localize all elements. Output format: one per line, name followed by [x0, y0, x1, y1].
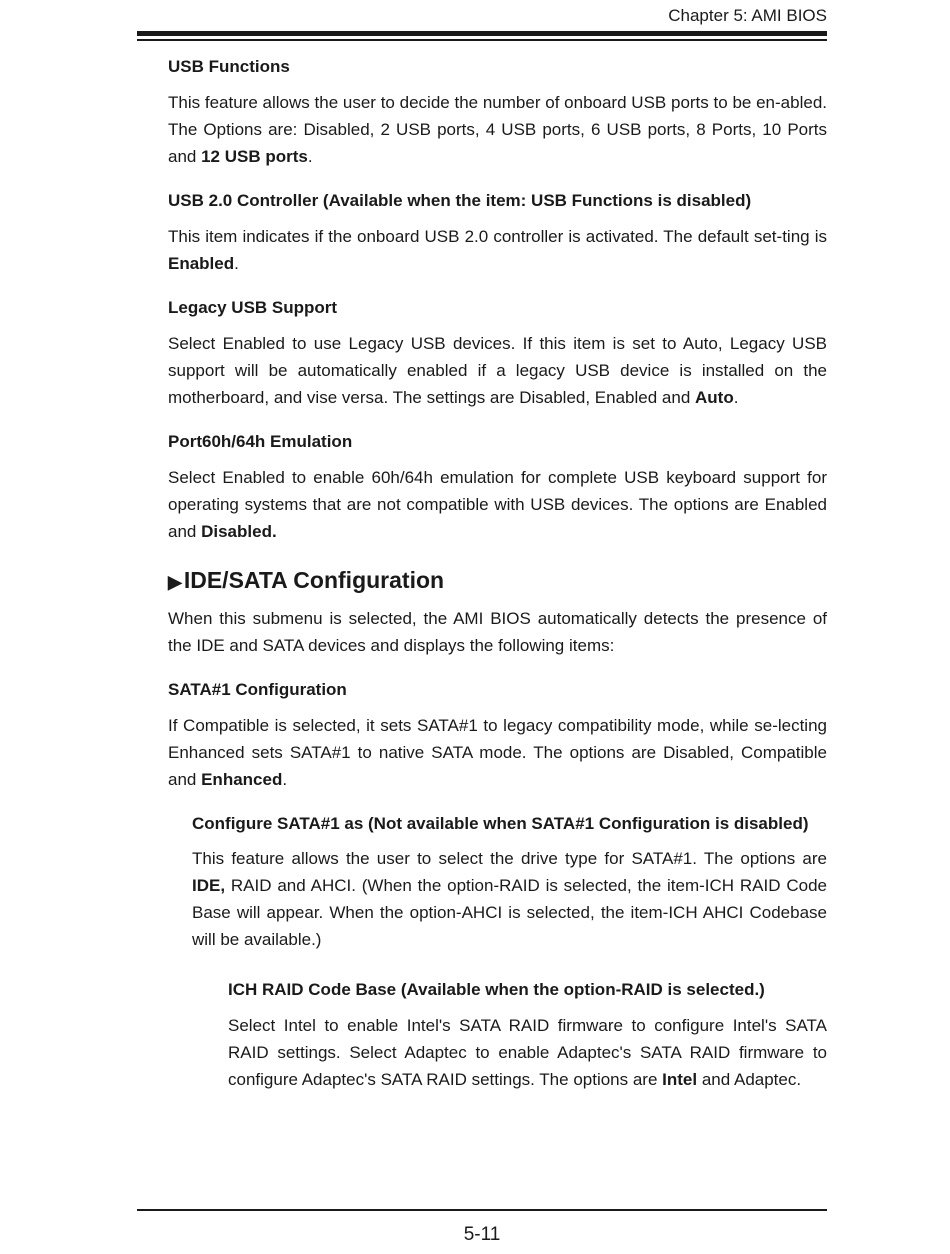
legacy-usb-text — [168, 330, 827, 411]
ich-raid-default: Intel — [662, 1070, 698, 1089]
page-content — [168, 56, 827, 1113]
usb-functions-default: 12 USB ports — [201, 147, 308, 166]
configure-sata1-text — [192, 845, 827, 953]
ide-sata-text: When this submenu is selected, the AMI BIOS automatically detects the presence of the IDE and SATA devices and displays the following items: — [168, 609, 827, 655]
legacy-usb-body: Select Enabled to use Legacy USB devices. If this item is set to Auto, Legacy USB support will be automatically enabled if a legacy USB device is installed on the motherboard, and vise versa. The settings are Disabled, Enabled and — [168, 334, 827, 407]
ich-raid-heading: ICH RAID Code Base (Available when the option-RAID is selected.) — [228, 980, 765, 999]
usb20-body: This item indicates if the onboard USB 2.0 controller is activated. The default set-ting is — [168, 227, 827, 246]
port60-default: Disabled. — [201, 522, 277, 541]
port60-text — [168, 464, 827, 545]
usb-functions-text — [168, 89, 827, 170]
header-rule-thin — [137, 39, 827, 41]
legacy-usb-heading: Legacy USB Support — [168, 298, 338, 317]
sata1-tail: . — [282, 770, 288, 789]
ich-raid-body-post: and Adaptec. — [697, 1070, 802, 1089]
usb20-controller-text — [168, 223, 827, 277]
sata1-body: If Compatible is selected, it sets SATA#1 to legacy compatibility mode, while se-lecting Enhanced sets SATA#1 to native SATA mode. The options are Disabled, Compatible and — [168, 716, 827, 789]
legacy-usb-default: Auto — [695, 388, 734, 407]
sata1-config-text — [168, 712, 827, 793]
port60-heading: Port60h/64h Emulation — [168, 432, 353, 451]
configure-sata1-default: IDE, — [192, 876, 226, 895]
header-rule-thick — [137, 31, 827, 36]
chapter-header: Chapter 5: AMI BIOS — [668, 6, 827, 25]
ide-sata-title: IDE/SATA Configuration — [183, 567, 445, 593]
ide-sata-section-heading — [168, 565, 827, 597]
sata1-default: Enhanced — [201, 770, 283, 789]
usb-functions-tail: . — [307, 147, 313, 166]
usb-functions-heading: USB Functions — [168, 57, 290, 76]
footer-rule — [137, 1209, 827, 1211]
usb-functions-body: This feature allows the user to decide the number of onboard USB ports to be en-abled. The Options are: Disabled, 2 USB ports, 4 USB ports, 6 USB ports, 8 Ports, 10 Ports and — [168, 93, 827, 166]
triangle-right-icon: ▶ — [168, 572, 182, 592]
usb20-tail: . — [234, 254, 239, 273]
configure-sata1-body-pre: This feature allows the user to select the drive type for SATA#1. The options are — [192, 849, 827, 868]
page-number: 5-11 — [463, 1224, 501, 1245]
usb20-controller-heading: USB 2.0 Controller (Available when the item: USB Functions is disabled) — [168, 191, 752, 210]
legacy-usb-tail: . — [733, 388, 739, 407]
usb20-default: Enabled — [168, 254, 235, 273]
ich-raid-body-pre: Select Intel to enable Intel's SATA RAID firmware to configure Intel's SATA RAID settings. Select Adaptec to enable Adaptec's SATA RAID firmware to configure Adaptec's SATA RAID settings. The options are — [228, 1016, 827, 1089]
configure-sata1-heading: Configure SATA#1 as (Not available when SATA#1 Configuration is disabled) — [192, 814, 809, 833]
ich-raid-text — [228, 1012, 827, 1093]
configure-sata1-body-post: RAID and AHCI. (When the option-RAID is selected, the item-ICH RAID Code Base will appear. When the option-AHCI is selected, the item-ICH AHCI Codebase will be available.) — [192, 876, 827, 949]
sata1-config-heading: SATA#1 Configuration — [168, 680, 347, 699]
port60-body: Select Enabled to enable 60h/64h emulation for complete USB keyboard support for operating systems that are not compatible with USB devices. The options are Enabled and — [168, 468, 827, 541]
